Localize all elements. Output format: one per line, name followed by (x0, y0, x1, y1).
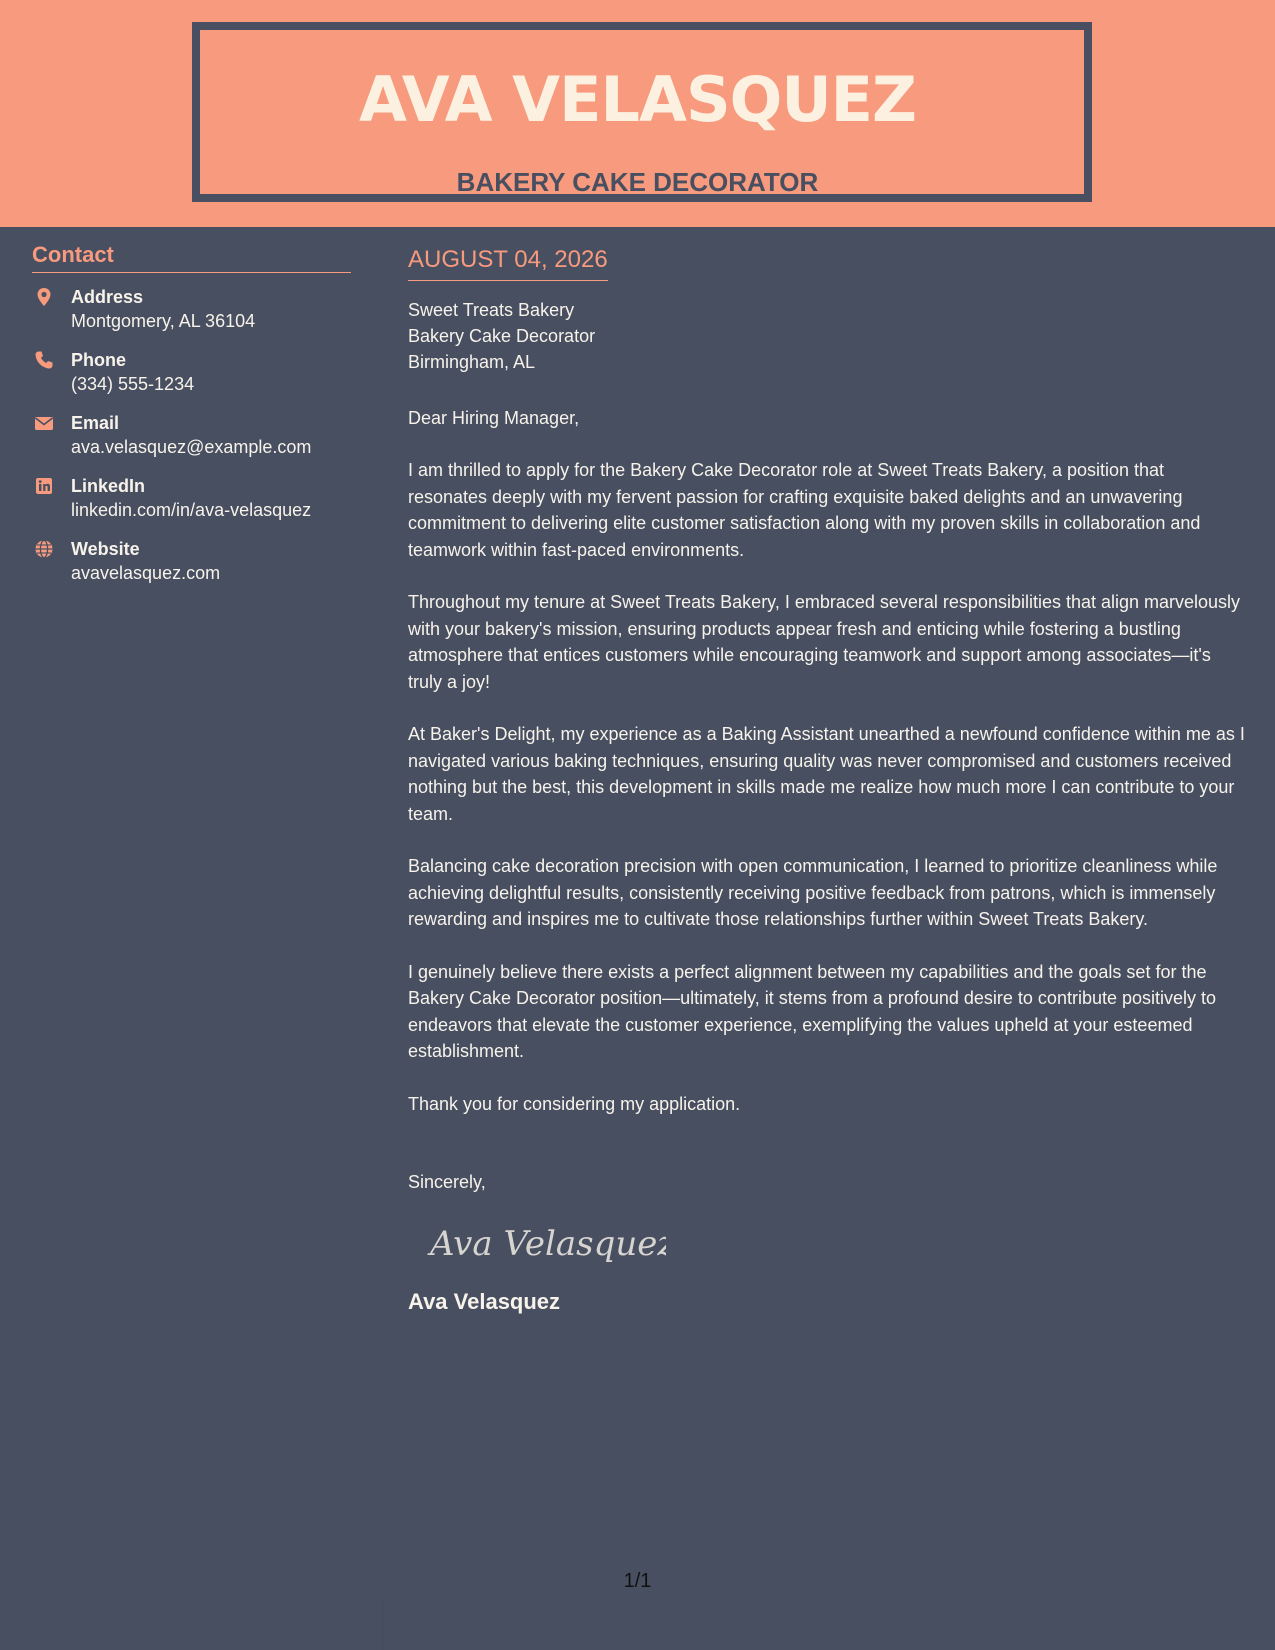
letter-date: AUGUST 04, 2026 (408, 244, 608, 281)
recipient-position: Bakery Cake Decorator (408, 326, 596, 346)
contact-list (32, 285, 351, 600)
recipient-block (408, 297, 1248, 375)
contact-heading: Contact (32, 240, 351, 273)
contact-sidebar (32, 240, 351, 600)
salutation: Dear Hiring Manager, (408, 408, 580, 428)
recipient-location: Birmingham, AL (408, 352, 536, 372)
email-value[interactable]: ava.velasquez@example.com (71, 437, 312, 457)
page-number: 1/1 (623, 1570, 652, 1592)
contact-label: Email (71, 413, 120, 433)
paragraph: Thank you for considering my application. (408, 1093, 741, 1114)
signer-name: Ava Velasquez (408, 1289, 561, 1314)
phone-value[interactable]: (334) 555-1234 (71, 374, 195, 394)
linkedin-icon (34, 476, 54, 496)
contact-item-address (32, 285, 351, 348)
paragraph: Throughout my tenure at Sweet Treats Bakery, I embraced several responsibilities that align marvelously with your bakery's mission, ensuring products appear fresh and enticing while fostering a bustling atmosphere that entices customers while encouraging teamwork and support among associates—it's truly a joy! (408, 592, 1241, 692)
envelope-icon (34, 413, 54, 433)
column-divider (382, 1600, 383, 1650)
closing: Sincerely, (408, 1172, 486, 1192)
letter-body (408, 244, 1248, 1317)
contact-label: Website (71, 539, 140, 559)
contact-item-website (32, 537, 351, 600)
globe-icon (34, 539, 54, 559)
paragraph: Balancing cake decoration precision with open communication, I learned to prioritize cleanliness while achieving delightful results, consistently receiving positive feedback from patrons, which is immensely rewarding and inspires me to cultivate those relationships further within Sweet Treats Bakery. (408, 856, 1218, 929)
contact-label: Address (71, 287, 144, 307)
recipient-company: Sweet Treats Bakery (408, 300, 575, 320)
map-pin-icon (34, 287, 54, 307)
contact-label: Phone (71, 350, 127, 370)
paragraph: At Baker's Delight, my experience as a Baking Assistant unearthed a newfound confidence within me as I navigated various baking techniques, ensuring quality was never compromised and customers received nothing but the best, this development in skills made me realize how much more I can contribute to your team. (408, 724, 1245, 824)
contact-label: LinkedIn (71, 476, 146, 496)
header-banner (0, 0, 1275, 227)
signature (426, 1213, 1248, 1273)
applicant-name: AVA VELASQUEZ (359, 63, 916, 136)
paragraph: I am thrilled to apply for the Bakery Cake Decorator role at Sweet Treats Bakery, a position that resonates deeply with my fervent passion for crafting exquisite baked delights and an unwavering commitment to delivering elite customer satisfaction along with my proven skills in collaboration and teamwork within fast-paced environments. (408, 460, 1201, 560)
phone-icon (34, 350, 54, 370)
signature-text: Ava Velasquez (430, 1224, 666, 1264)
contact-item-email (32, 411, 351, 474)
contact-item-linkedin (32, 474, 351, 537)
job-title: BAKERY CAKE DECORATOR (456, 167, 819, 197)
contact-item-phone (32, 348, 351, 411)
paragraph: I genuinely believe there exists a perfect alignment between my capabilities and the goals set for the Bakery Cake Decorator position—ultimately, it stems from a profound desire to contribute positively to endeavors that elevate the customer experience, exemplifying the values upheld at your esteemed establishment. (408, 961, 1217, 1061)
address-value: Montgomery, AL 36104 (71, 311, 256, 331)
signature-image (426, 1213, 666, 1273)
website-value[interactable]: avavelasquez.com (71, 563, 221, 583)
linkedin-value[interactable]: linkedin.com/in/ava-velasquez (71, 500, 312, 520)
